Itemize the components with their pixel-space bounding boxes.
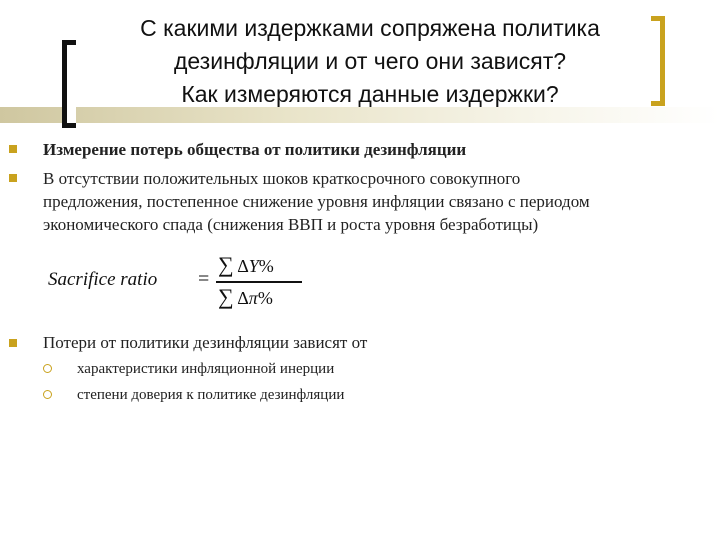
sub-bullet-circle-icon: [43, 364, 52, 373]
bullet-square-icon: [9, 174, 17, 182]
numerator-variable: Y: [248, 256, 259, 276]
bullet-2-line-2: предложения, постепенное снижение уровня инфляции связано с периодом: [43, 192, 590, 211]
bullet-2-line-1: В отсутствии положительных шоков краткосрочного совокупного: [43, 169, 521, 188]
title-line-1: С какими издержками сопряжена политика: [140, 15, 600, 41]
sum-symbol: ∑: [218, 284, 234, 309]
formula-numerator: [218, 252, 274, 278]
bullet-3-text: Потери от политики дезинфляции зависят от: [43, 333, 368, 352]
fraction-bar: [216, 281, 302, 283]
formula-equals: =: [198, 268, 210, 290]
delta-symbol: Δ: [237, 256, 249, 276]
sacrifice-ratio-formula: [48, 250, 308, 320]
bullet-2-line-3: экономического спада (снижения ВВП и роста уровня безработицы): [43, 215, 539, 234]
formula-denominator: [218, 284, 273, 310]
sub-bullet-circle-icon: [43, 390, 52, 399]
percent-symbol: %: [257, 288, 273, 308]
delta-symbol: Δ: [237, 288, 249, 308]
slide-title: [95, 12, 645, 111]
sum-symbol: ∑: [218, 252, 234, 277]
denominator-variable: π: [248, 288, 258, 308]
title-line-2: дезинфляции и от чего они зависят?: [173, 48, 567, 74]
sub-item-1-text: характеристики инфляционной инерции: [77, 361, 335, 377]
right-bracket-decoration: [651, 16, 665, 106]
bullet-square-icon: [9, 339, 17, 347]
bullet-square-icon: [9, 145, 17, 153]
formula-label: Sacrifice ratio: [48, 269, 158, 290]
left-bracket-decoration: [62, 40, 76, 128]
sub-item-2-text: степени доверия к политике дезинфляции: [77, 387, 345, 403]
percent-symbol: %: [258, 256, 274, 276]
bullet-1-text: Измерение потерь общества от политики дезинфляции: [43, 140, 467, 159]
title-line-3: Как измеряются данные издержки?: [181, 81, 559, 107]
bullet-2-text: [43, 167, 590, 236]
